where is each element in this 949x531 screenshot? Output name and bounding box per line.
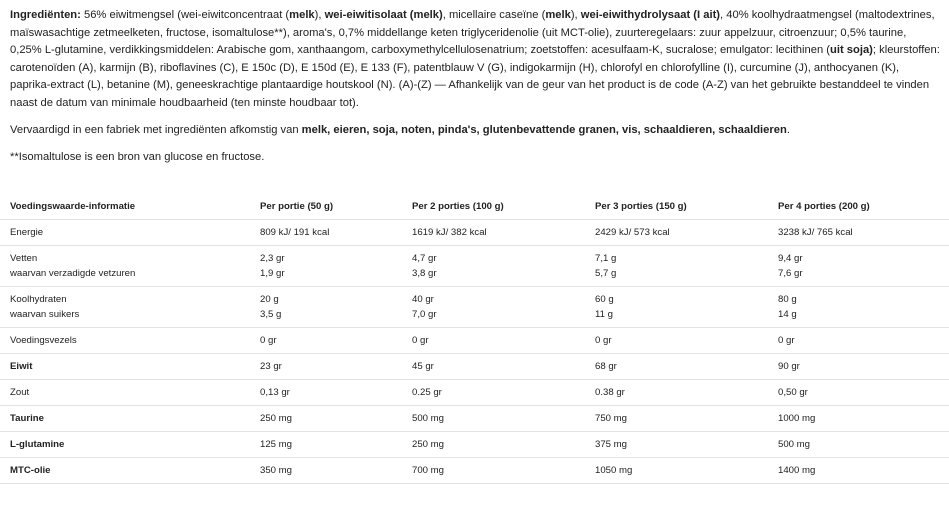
nutrient-value (585, 432, 768, 458)
nutrient-name: Vetten (10, 253, 38, 264)
nutrient-amount: 0 gr (260, 335, 277, 346)
sub-nutrient-amount: 14 g (778, 309, 797, 320)
nutrient-amount: 500 mg (778, 439, 810, 450)
nutrient-value (768, 406, 949, 432)
nutrition-row (0, 380, 949, 406)
nutrition-row (0, 406, 949, 432)
nutrient-value (585, 220, 768, 246)
nutrient-amount: 500 mg (412, 413, 444, 424)
sub-nutrient-amount: 11 g (595, 309, 613, 320)
nutrient-amount: 809 kJ/ 191 kcal (260, 227, 330, 238)
nutrient-value (250, 328, 402, 354)
nutrient-amount: 23 gr (260, 361, 282, 372)
nutrient-label (0, 354, 250, 380)
nutrient-value (585, 380, 768, 406)
nutrient-value (768, 328, 949, 354)
nutrient-value (250, 432, 402, 458)
nutrient-amount: 9,4 gr (778, 253, 803, 264)
ingredient-bold-segment: uit soja) (830, 44, 873, 56)
nutrient-amount: 0.38 gr (595, 387, 625, 398)
nutrient-amount: 1619 kJ/ 382 kcal (412, 227, 487, 238)
nutrient-value (768, 287, 949, 328)
nutrient-name: MTC-olie (10, 465, 51, 476)
sub-nutrient-amount: 7,0 gr (412, 309, 437, 320)
nutrition-row (0, 458, 949, 484)
header-cell: Voedingswaarde-informatie (0, 193, 250, 220)
nutrient-amount: 0 gr (778, 335, 795, 346)
nutrient-amount: 350 mg (260, 465, 292, 476)
header-cell: Per 3 porties (150 g) (585, 193, 768, 220)
nutrient-value (402, 220, 585, 246)
ingredient-bold-segment: melk (289, 9, 315, 21)
nutrient-value (768, 220, 949, 246)
nutrient-label (0, 432, 250, 458)
ingredient-bold-segment: wei-eiwitisolaat (melk) (324, 9, 443, 21)
nutrient-amount: 40 gr (412, 294, 434, 305)
nutrition-table-body (0, 220, 949, 484)
nutrient-amount: 375 mg (595, 439, 627, 450)
ingredient-bold-segment: Ingrediënten: (10, 9, 81, 21)
nutrient-value (585, 246, 768, 287)
manufactured-suffix: . (786, 124, 790, 136)
nutrient-amount: 750 mg (595, 413, 627, 424)
nutrient-value (768, 246, 949, 287)
nutrient-label (0, 458, 250, 484)
nutrient-name: L-glutamine (10, 439, 65, 450)
nutrient-value (768, 432, 949, 458)
nutrition-table (0, 193, 949, 484)
nutrient-value (585, 287, 768, 328)
nutrient-name: Energie (10, 227, 44, 238)
manufactured-prefix: Vervaardigd in een fabriek met ingrediënten afkomstig van (10, 124, 302, 136)
nutrient-amount: 0.25 gr (412, 387, 442, 398)
nutrient-label (0, 220, 250, 246)
nutrient-label (0, 380, 250, 406)
allergen-list: melk, eieren, soja, noten, pinda's, glutenbevattende granen, vis, schaaldieren, schaaldieren (301, 124, 787, 136)
nutrient-value (250, 246, 402, 287)
sub-nutrient-name: waarvan verzadigde vetzuren (10, 268, 136, 279)
nutrient-value (250, 354, 402, 380)
nutrient-value (402, 246, 585, 287)
nutrient-amount: 700 mg (412, 465, 444, 476)
nutrient-value (250, 287, 402, 328)
nutrient-value (402, 354, 585, 380)
sub-nutrient-name: waarvan suikers (10, 309, 80, 320)
ingredient-segment: ), (570, 9, 581, 21)
manufactured-statement (10, 122, 940, 139)
nutrient-amount: 1050 mg (595, 465, 633, 476)
nutrient-value (250, 406, 402, 432)
nutrient-label (0, 328, 250, 354)
nutrient-amount: 2,3 gr (260, 253, 285, 264)
nutrient-amount: 80 g (778, 294, 797, 305)
nutrient-amount: 0 gr (412, 335, 429, 346)
ingredient-segment: 56% eiwitmengsel (wei-eiwitconcentraat ( (80, 9, 290, 21)
nutrient-value (402, 380, 585, 406)
nutrient-amount: 68 gr (595, 361, 617, 372)
nutrient-value (585, 328, 768, 354)
sub-nutrient-amount: 3,5 g (260, 309, 282, 320)
sub-nutrient-amount: 5,7 g (595, 268, 617, 279)
nutrient-amount: 60 g (595, 294, 614, 305)
nutrition-row (0, 354, 949, 380)
nutrient-value (585, 458, 768, 484)
nutrient-value (250, 380, 402, 406)
nutrient-amount: 2429 kJ/ 573 kcal (595, 227, 670, 238)
ingredient-segment: , micellaire caseïne ( (442, 9, 546, 21)
ingredient-segment: , 40% koolhydraatmengsel (maltodextrines, maïswasachtige zetmeelketen, fructose, isomaltulose**), aroma's, 0,7% middellange keten triglyceridenolie (uit MCT-olie), zuurteregelaars: zuur appelzuur, citroenzuur; 0,5% taurine, 0,25% L-glutamine, verdikkingsmiddelen: Arabische gom, xanthaangom, carboxymethylcellulosenatrium; zoetstoffen: acesulfaam-K, sucralose; emulgator: lecithinen ( (10, 9, 935, 56)
nutrient-amount: 20 g (260, 294, 279, 305)
ingredients-text (10, 7, 940, 112)
nutrient-value (402, 458, 585, 484)
nutrition-header-row (0, 193, 949, 220)
nutrient-amount: 0 gr (595, 335, 612, 346)
nutrient-amount: 1000 mg (778, 413, 816, 424)
nutrient-value (250, 458, 402, 484)
ingredient-segment: ), (314, 9, 325, 21)
nutrient-amount: 3238 kJ/ 765 kcal (778, 227, 853, 238)
nutrient-amount: 4,7 gr (412, 253, 437, 264)
nutrient-value (250, 220, 402, 246)
header-cell: Per portie (50 g) (250, 193, 402, 220)
nutrient-amount: 0,13 gr (260, 387, 290, 398)
nutrient-label (0, 287, 250, 328)
nutrient-amount: 250 mg (260, 413, 292, 424)
isomaltulose-note: **Isomaltulose is een bron van glucose en fructose. (10, 151, 265, 163)
sub-nutrient-amount: 3,8 gr (412, 268, 437, 279)
sub-nutrient-amount: 1,9 gr (260, 268, 285, 279)
ingredient-bold-segment: wei-eiwithydrolysaat (I ait) (580, 9, 721, 21)
nutrition-row (0, 287, 949, 328)
header-cell: Per 2 porties (100 g) (402, 193, 585, 220)
nutrient-value (402, 287, 585, 328)
nutrient-value (768, 354, 949, 380)
nutrition-row (0, 220, 949, 246)
nutrient-amount: 1400 mg (778, 465, 816, 476)
nutrition-row (0, 328, 949, 354)
nutrient-name: Koolhydraten (10, 294, 67, 305)
nutrient-value (402, 432, 585, 458)
nutrient-amount: 90 gr (778, 361, 800, 372)
ingredient-segment: ; kleurstoffen: carotenoïden (A), karmijn (B), riboflavines (C), E 150c (D), E 150d (E), E 133 (F), patentblauw V (G), indigokarmijn (H), chlorofyl en chlorofylline (I), curcumine (J), anthocyanen (K), paprika-extract (L), betanine (M), geneeskrachtige plantaardige houtskool (N). (A)-(Z) — Afhankelijk van de geur van het product is de code (A-Z) van het gebruikte bestanddeel te vinden naast de datum van minimale houdbaarheid (ten minste houdbaar tot). (10, 44, 940, 109)
nutrient-value (768, 380, 949, 406)
nutrient-value (585, 406, 768, 432)
nutrient-name: Voedingsvezels (10, 335, 77, 346)
nutrient-name: Zout (10, 387, 30, 398)
nutrient-amount: 250 mg (412, 439, 444, 450)
nutrient-amount: 45 gr (412, 361, 434, 372)
nutrient-value (402, 406, 585, 432)
nutrient-name: Taurine (10, 413, 44, 424)
nutrient-value (585, 354, 768, 380)
nutrient-amount: 7,1 g (595, 253, 617, 264)
nutrient-value (768, 458, 949, 484)
nutrient-amount: 0,50 gr (778, 387, 808, 398)
nutrition-row (0, 246, 949, 287)
sub-nutrient-amount: 7,6 gr (778, 268, 803, 279)
nutrient-value (402, 328, 585, 354)
header-cell: Per 4 porties (200 g) (768, 193, 949, 220)
nutrient-label (0, 406, 250, 432)
nutrient-amount: 125 mg (260, 439, 292, 450)
nutrition-row (0, 432, 949, 458)
nutrient-label (0, 246, 250, 287)
nutrient-name: Eiwit (10, 361, 33, 372)
ingredient-bold-segment: melk (545, 9, 571, 21)
